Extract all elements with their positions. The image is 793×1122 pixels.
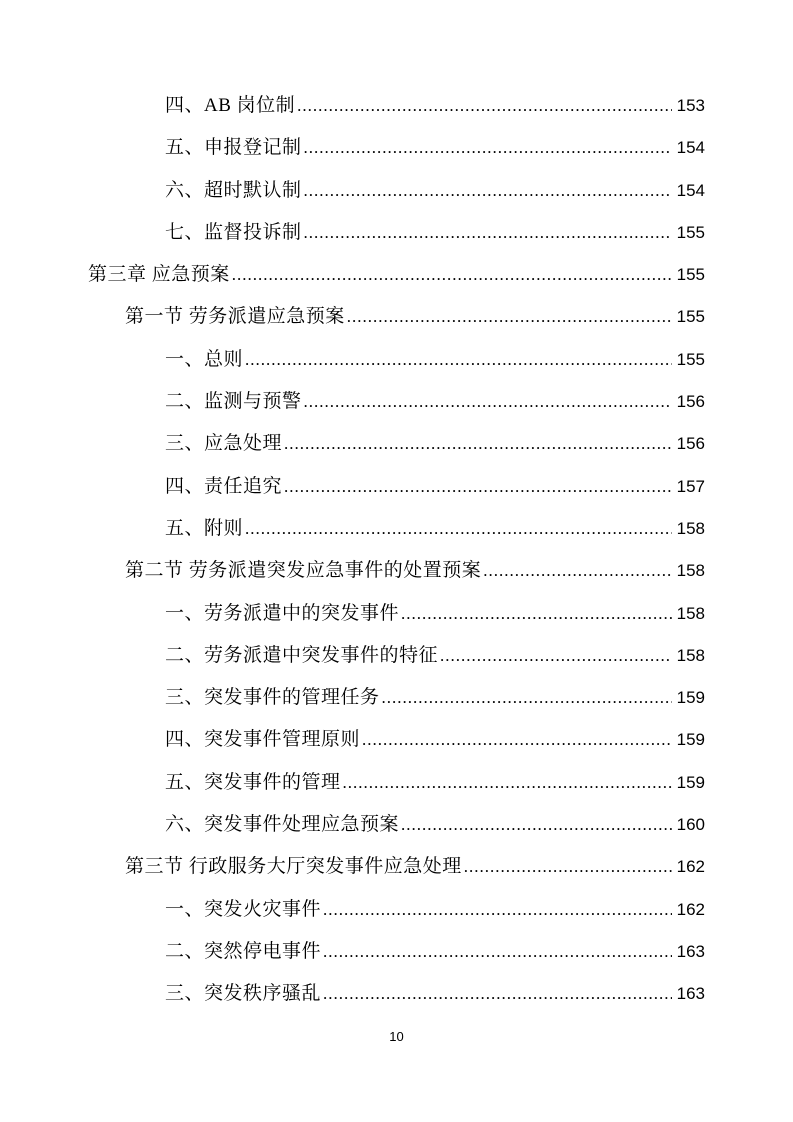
toc-entry-page-number: 162 — [676, 857, 705, 877]
toc-entry-page-number: 154 — [676, 180, 705, 200]
toc-entry-label: 第三章 应急预案 — [88, 264, 230, 286]
toc-entry[interactable] — [125, 296, 705, 338]
toc-entry[interactable] — [165, 339, 705, 381]
toc-entry-page-number: 158 — [676, 603, 705, 623]
toc-entry-label: 一、总则 — [165, 348, 244, 370]
toc-entry[interactable] — [125, 846, 705, 888]
dot-leader — [440, 635, 672, 677]
dot-leader — [347, 296, 672, 338]
toc-entry[interactable] — [165, 85, 705, 127]
toc-entry-label: 五、附则 — [165, 517, 244, 539]
toc-entry-label: 二、劳务派遣中突发事件的特征 — [165, 644, 439, 666]
toc-entry-label: 四、责任追究 — [165, 475, 283, 497]
toc-entry-page-number: 158 — [676, 561, 705, 581]
toc-entry-label: 第二节 劳务派遣突发应急事件的处置预案 — [125, 560, 482, 582]
toc-entry-page-number: 155 — [676, 265, 705, 285]
dot-leader — [245, 339, 672, 381]
toc-entry-label: 四、突发事件管理原则 — [165, 729, 361, 751]
dot-leader — [245, 508, 672, 550]
toc-entry[interactable] — [165, 973, 705, 1015]
dot-leader — [483, 550, 671, 592]
toc-entry-page-number: 160 — [676, 815, 705, 835]
toc-entry-label: 六、超时默认制 — [165, 179, 302, 201]
toc-entry[interactable] — [165, 593, 705, 635]
toc-entry-page-number: 155 — [676, 307, 705, 327]
toc-entry-label: 一、突发火灾事件 — [165, 898, 322, 920]
toc-entry-label: 三、突发秩序骚乱 — [165, 983, 322, 1005]
dot-leader — [304, 381, 672, 423]
toc-entry-page-number: 153 — [676, 96, 705, 115]
dot-leader — [343, 762, 672, 804]
toc-entry-label: 二、突然停电事件 — [165, 940, 322, 962]
toc-entry-label: 四、AB 岗位制 — [165, 95, 296, 116]
toc-entry[interactable] — [165, 212, 705, 254]
toc-entry[interactable] — [165, 719, 705, 761]
toc-entry[interactable] — [165, 889, 705, 931]
dot-leader — [284, 466, 672, 508]
dot-leader — [323, 973, 672, 1015]
dot-leader — [304, 170, 672, 212]
toc-entry-page-number: 155 — [676, 222, 705, 242]
dot-leader — [304, 212, 672, 254]
toc-entry-label: 第三节 行政服务大厅突发事件应急处理 — [125, 856, 462, 878]
toc-entry-page-number: 157 — [676, 476, 705, 496]
dot-leader — [362, 719, 672, 761]
dot-leader — [297, 85, 671, 127]
toc-entry-page-number: 163 — [676, 984, 705, 1004]
toc-entry-label: 二、监测与预警 — [165, 391, 302, 413]
toc-entry[interactable] — [165, 466, 705, 508]
toc-entry[interactable] — [165, 127, 705, 169]
toc-entry[interactable] — [88, 254, 705, 296]
toc-entry-page-number: 156 — [676, 392, 705, 412]
page-number: 10 — [389, 1029, 404, 1044]
toc-entry-label: 一、劳务派遣中的突发事件 — [165, 602, 400, 624]
toc-entry[interactable] — [165, 931, 705, 973]
toc-entry[interactable] — [165, 381, 705, 423]
dot-leader — [323, 931, 672, 973]
toc-entry[interactable] — [165, 508, 705, 550]
toc-entry[interactable] — [165, 762, 705, 804]
dot-leader — [323, 889, 672, 931]
toc-entry-label: 六、突发事件处理应急预案 — [165, 814, 400, 836]
dot-leader — [284, 423, 672, 465]
toc-entry-page-number: 159 — [676, 688, 705, 708]
dot-leader — [401, 593, 672, 635]
toc-entry-page-number: 158 — [676, 518, 705, 538]
toc-list — [88, 85, 705, 1016]
toc-entry-label: 五、突发事件的管理 — [165, 771, 341, 793]
dot-leader — [464, 846, 672, 888]
toc-entry-label: 第一节 劳务派遣应急预案 — [125, 306, 345, 328]
toc-entry[interactable] — [165, 804, 705, 846]
toc-entry[interactable] — [165, 170, 705, 212]
toc-entry-page-number: 158 — [676, 645, 705, 665]
page-footer — [0, 1028, 793, 1046]
toc-entry-label: 三、应急处理 — [165, 433, 283, 455]
toc-entry[interactable] — [165, 635, 705, 677]
toc-entry-page-number: 163 — [676, 941, 705, 961]
toc-entry-page-number: 155 — [676, 349, 705, 369]
dot-leader — [401, 804, 672, 846]
toc-entry-page-number: 162 — [676, 899, 705, 919]
toc-entry-label: 三、突发事件的管理任务 — [165, 687, 380, 709]
toc-entry-page-number: 154 — [676, 138, 705, 158]
dot-leader — [382, 677, 672, 719]
toc-entry-label: 七、监督投诉制 — [165, 221, 302, 243]
dot-leader — [232, 254, 672, 296]
toc-entry[interactable] — [165, 677, 705, 719]
toc-entry[interactable] — [125, 550, 705, 592]
toc-entry-page-number: 159 — [676, 730, 705, 750]
toc-entry-label: 五、申报登记制 — [165, 137, 302, 159]
toc-entry-page-number: 156 — [676, 434, 705, 454]
toc-entry-page-number: 159 — [676, 772, 705, 792]
dot-leader — [304, 127, 672, 169]
toc-entry[interactable] — [165, 423, 705, 465]
